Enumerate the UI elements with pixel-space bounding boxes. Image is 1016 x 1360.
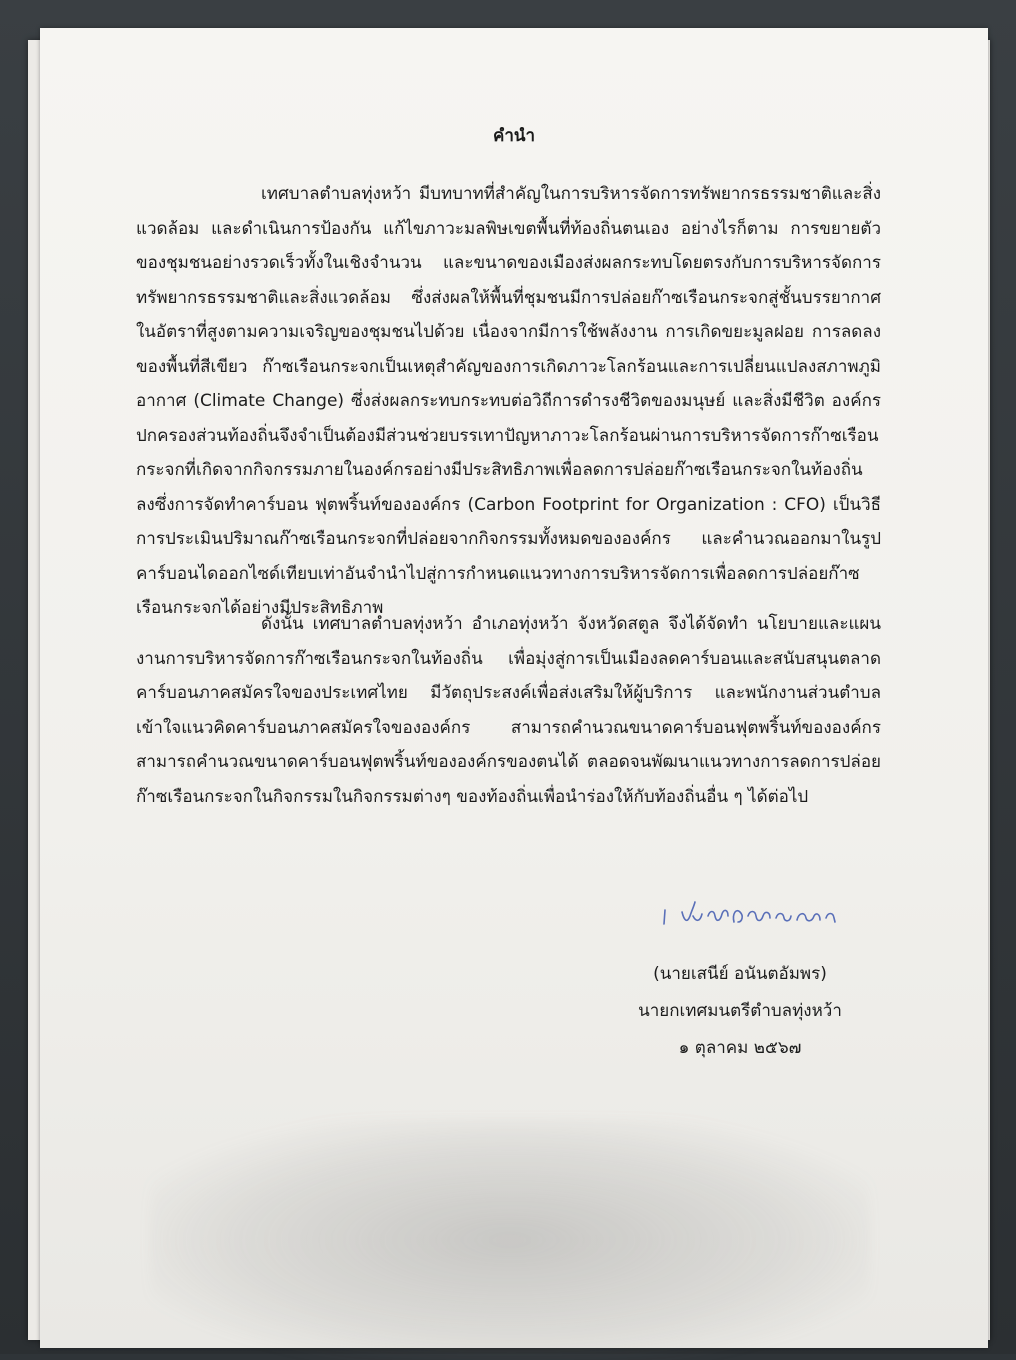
- paragraph-conclusion: ดังนั้น เทศบาลตำบลทุ่งหว้า อำเภอทุ่งหว้า จังหวัดสตูล จึงได้จัดทำ นโยบายและแผนงานการบริหารจัดการก๊าซเรือนกระจกในท้องถิ่น เพื่อมุ่งสู่การเป็นเมืองลดคาร์บอนและสนับสนุนตลาดคาร์บอนภาคสมัครใจของประเทศไทย มีวัตถุประสงค์เพื่อส่งเสริมให้ผู้บริการ และพนักงานส่วนตำบลเข้าใจแนวคิดคาร์บอนภาคสมัครใจขององค์กร สามารถคำนวณขนาดคาร์บอนฟุตพริ้นท์ขององค์กร สามารถคำนวณขนาดคาร์บอนฟุตพริ้นท์ขององค์กรของตนได้ ตลอดจนพัฒนาแนวทางการลดการปล่อยก๊าซเรือนกระจกในกิจกรรมในกิจกรรมต่างๆ ของท้องถิ่นเพื่อนำร่องให้กับท้องถิ่นอื่น ๆ ได้ต่อไป: [136, 614, 881, 807]
- signatory-position: นายกเทศมนตรีตำบลทุ่งหว้า: [638, 1001, 842, 1021]
- signatory-name: (นายเสนีย์ อนันตอัมพร): [653, 964, 827, 984]
- handwritten-signature-icon: [660, 894, 860, 934]
- document-title: คำนำ: [492, 126, 536, 146]
- paragraph-intro: เทศบาลตำบลทุ่งหว้า มีบทบาทที่สำคัญในการบริหารจัดการทรัพยากรธรรมชาติและสิ่งแวดล้อม และดำเนินการป้องกัน แก้ไขภาวะมลพิษเขตพื้นที่ท้องถิ่นตนเอง อย่างไรก็ตาม การขยายตัวของชุมชนอย่างรวดเร็วทั้งในเชิงจำนวน และขนาดของเมืองส่งผลกระทบโดยตรงกับการบริหารจัดการทรัพยากรธรรมชาติและสิ่งแวดล้อม ซึ่งส่งผลให้พื้นที่ชุมชนมีการปล่อยก๊าซเรือนกระจกสู่ชั้นบรรยากาศในอัตราที่สูงตามความเจริญของชุมชนไปด้วย เนื่องจากมีการใช้พลังงาน การเกิดขยะมูลฝอย การลดลงของพื้นที่สีเขียว ก๊าซเรือนกระจกเป็นเหตุสำคัญของการเกิดภาวะโลกร้อนและการเปลี่ยนแปลงสภาพภูมิอากาศ (Climate Change) ซึ่งส่งผลกระทบกระทบต่อวิถีการดำรงชีวิตของมนุษย์ และสิ่งมีชีวิต องค์กรปกครองส่วนท้องถิ่นจึงจำเป็นต้องมีส่วนช่วยบรรเทาปัญหาภาวะโลกร้อนผ่านการบริหารจัดการก๊าซเรือนกระจกที่เกิดจากกิจกรรมภายในองค์กรอย่างมีประสิทธิภาพเพื่อลดการปล่อยก๊าซเรือนกระจกในท้องถิ่นลงซึ่งการจัดทำคาร์บอน ฟุตพริ้นท์ขององค์กร (Carbon Footprint for Organization : CFO) เป็นวิธีการประเมินปริมาณก๊าซเรือนกระจกที่ปล่อยจากกิจกรรมทั้งหมดขององค์กร และคำนวณออกมาในรูปคาร์บอนไดออกไซด์เทียบเท่าอันจำนำไปสู่การกำหนดแนวทางการบริหารจัดการเพื่อลดการปล่อยก๊าซเรือนกระจกได้อย่างมีประสิทธิภาพ: [136, 184, 881, 618]
- signature-date: ๑ ตุลาคม ๒๕๖๗: [678, 1038, 802, 1058]
- photo-shadow: [150, 1120, 870, 1360]
